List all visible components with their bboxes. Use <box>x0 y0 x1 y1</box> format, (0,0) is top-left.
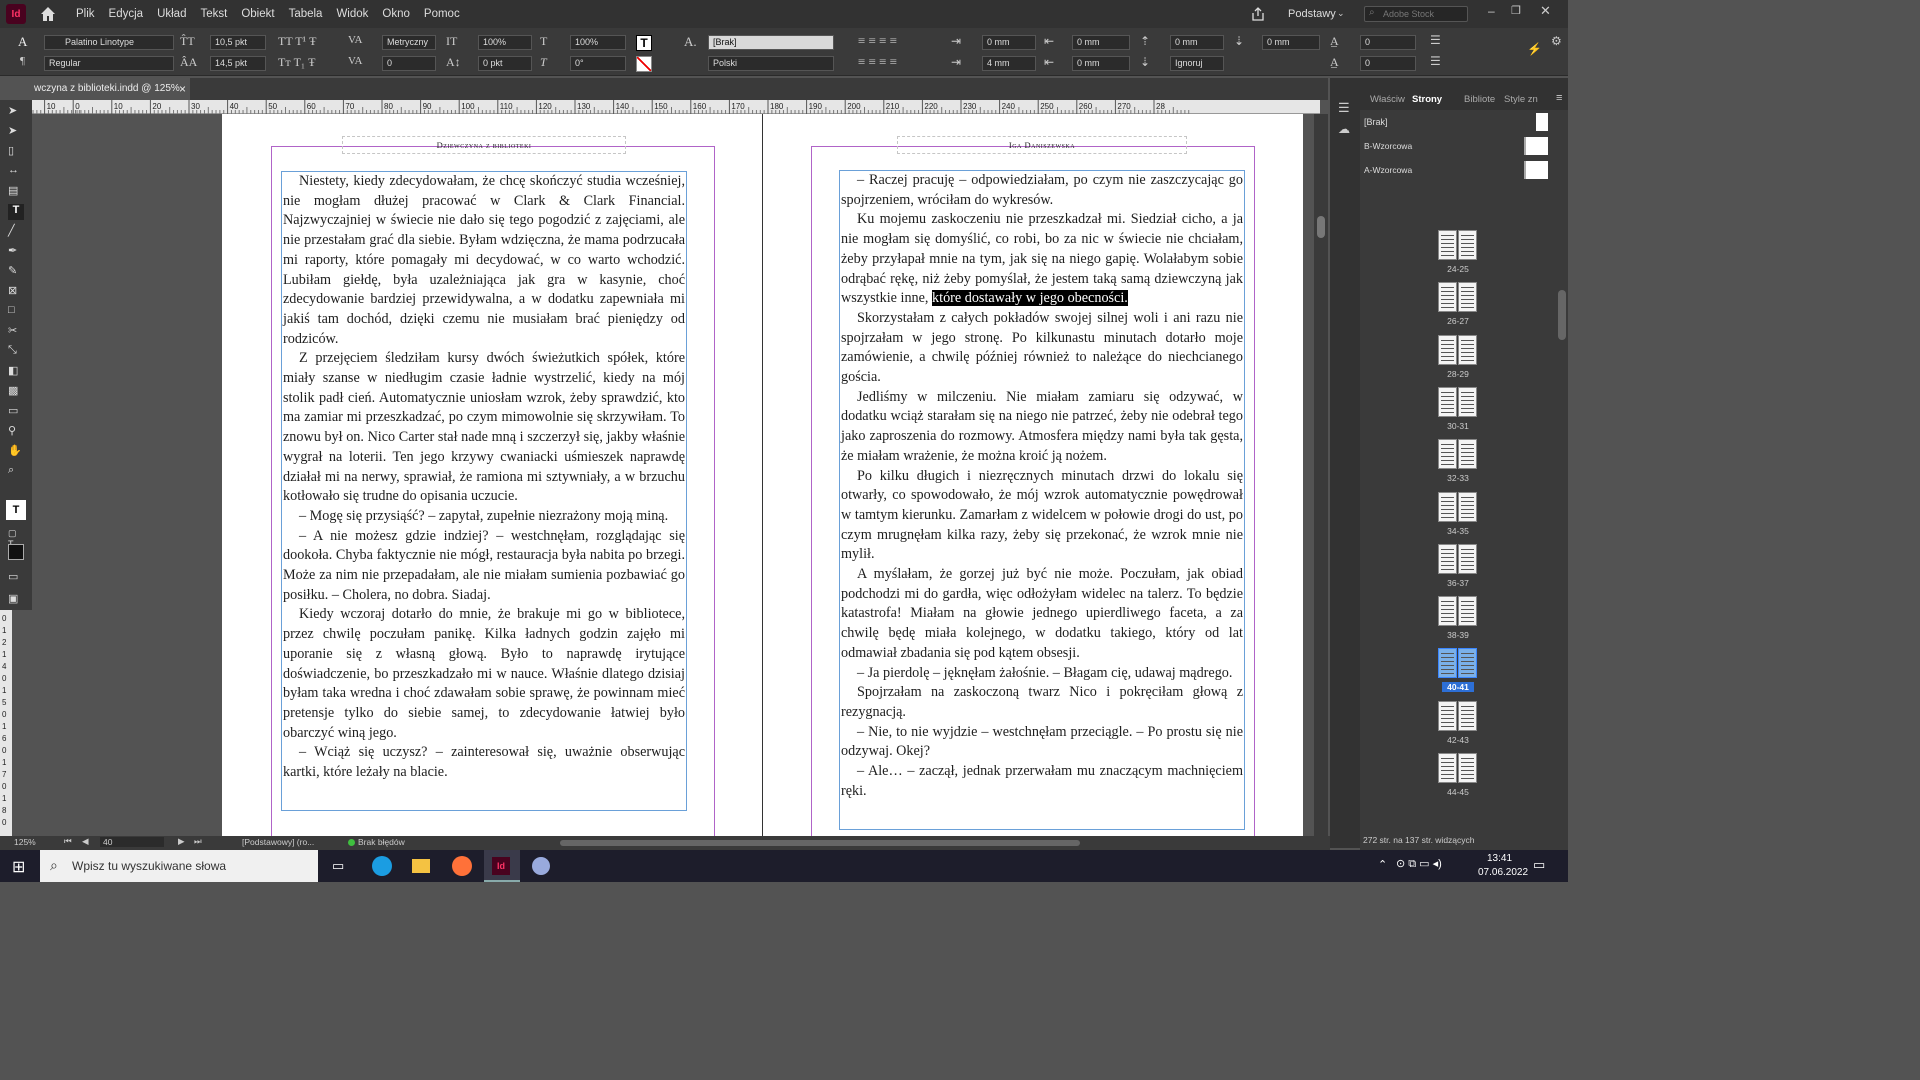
paragraph: – Nie, to nie wyjdzie – westchnęłam przeciągle. – Po prostu się nie odzywaj. Okej? <box>841 723 1243 760</box>
spread-label[interactable]: 36-37 <box>1447 577 1469 588</box>
right-running-header[interactable]: Iga Daniszewska <box>897 136 1187 154</box>
vertical-scrollbar[interactable] <box>1314 114 1328 836</box>
page-thumbnail[interactable] <box>1458 596 1477 626</box>
gradient-tool-icon[interactable]: ◧ <box>8 365 19 377</box>
horizontal-ruler <box>32 100 1320 114</box>
menu-tekst[interactable]: Tekst <box>200 8 228 20</box>
ruler-label: 210 <box>885 102 900 111</box>
page-thumbnail[interactable] <box>1438 753 1457 783</box>
page-number-field[interactable]: 40 <box>100 837 164 847</box>
eyedropper-tool-icon[interactable]: ⚲ <box>8 425 17 437</box>
right-indent-field[interactable]: 0 mm <box>1072 35 1130 50</box>
bullets-icon[interactable]: ☰ <box>1430 33 1441 47</box>
paragraph: – Raczej pracuję – odpowiedziałam, po czym nie zaszczycając go spojrzeniem, wróciłam do wykresów. <box>841 172 1243 208</box>
task-view-icon[interactable]: ▭ <box>332 858 345 873</box>
page-tool-icon[interactable]: ▯ <box>8 145 15 157</box>
left-running-header[interactable]: Dziewczyna z biblioteki <box>342 136 626 154</box>
tab-pages[interactable]: Strony <box>1412 94 1443 105</box>
preflight-status[interactable]: Brak błędów <box>358 837 405 847</box>
space-after-field[interactable]: 0 mm <box>1262 35 1320 50</box>
last-line-indent-icon: ⇤ <box>1044 55 1055 69</box>
note-tool-icon[interactable]: ▭ <box>8 405 19 417</box>
master-a-thumb <box>1524 161 1548 179</box>
free-transform-tool-icon[interactable]: ⤡ <box>8 344 17 356</box>
horizontal-scale-icon: T <box>540 34 548 48</box>
taskbar-search-text: Wpisz tu wyszukiwane słowa <box>72 859 227 873</box>
paragraph: Niestety, kiedy zdecydowałam, że chcę skończyć studia wcześniej, nie mogłam dłużej pracować w Clark & Clark Financial. Najzwyczajniej w świecie nie dało się tego pogodzić z zajęciami, ale nie przestałam grać dla siebie. Byłam wdzięczna, że mama podrzucała mi raporty, które pomagały mi decydować, w co warto wchodzić. Lubiłam giełdę, była uzależniająca jak gra w kasynie, choć zdecydowanie bardziej przewidywalna, a w dodatku zapewniała mi jakiś tam dochód, dzięki czemu nie musiałam brać pieniędzy od rodziców. <box>283 173 685 347</box>
menu-widok[interactable]: Widok <box>336 8 369 20</box>
skew-icon: T <box>540 55 547 69</box>
cc-libraries-icon[interactable]: ☁ <box>1338 122 1350 136</box>
ruler-label: 190 <box>808 102 822 111</box>
paragraph: A myślałam, że gorzej już być nie może. Poczułam, jak obiad podchodzi mi do gardła, więc odłożyłam widelec na talerz. To będzie katastrofa! Miałam na głowie jednego upierdliwego faceta, a za chwilę będę miała kolejnego, w dodatku takiego, który od lat odmawiał zbadania się pod kątem obsesji. <box>841 566 1243 661</box>
gradient-feather-tool-icon[interactable]: ▩ <box>8 385 19 397</box>
page-thumbnail[interactable] <box>1458 753 1477 783</box>
menu-obiekt[interactable]: Obiekt <box>241 8 275 20</box>
ruler-label: 140 <box>615 102 629 111</box>
windows-start-icon[interactable]: ⊞ <box>12 859 26 876</box>
font-size-field[interactable]: 10,5 pkt <box>210 35 266 50</box>
windows-taskbar <box>0 850 1568 882</box>
vruler-label: 4 <box>2 662 7 671</box>
ruler-label: 130 <box>577 102 591 111</box>
page-thumbnail[interactable] <box>1458 492 1477 522</box>
menu-uklad[interactable]: Układ <box>157 8 187 20</box>
ruler-label: 70 <box>345 102 355 111</box>
menu-plik[interactable]: Plik <box>76 8 95 20</box>
space-before-field[interactable]: 0 mm <box>1170 35 1224 50</box>
vruler-label: 2 <box>2 638 7 647</box>
type-tool-icon[interactable]: T <box>8 204 24 220</box>
vruler-label: 5 <box>2 698 7 707</box>
ruler-label: 220 <box>924 102 938 111</box>
spread-label[interactable]: 44-45 <box>1447 787 1469 797</box>
rectangle-tool-icon[interactable]: □ <box>8 304 15 316</box>
font-style-field[interactable]: Regular <box>44 56 174 71</box>
spread-label[interactable]: 24-25 <box>1447 264 1469 274</box>
spread-thumbnail[interactable] <box>1438 387 1478 417</box>
right-text-frame[interactable] <box>839 170 1245 830</box>
chevron-down-icon[interactable]: ⌄ <box>1337 8 1345 18</box>
font-size-icon: T̂T <box>180 34 195 48</box>
scrollbar-thumb[interactable] <box>1317 216 1325 238</box>
vruler-label: 1 <box>2 650 7 659</box>
scissors-tool-icon[interactable]: ✂ <box>8 325 18 337</box>
vertical-scale-icon: IT <box>446 34 458 48</box>
ruler-label: 50 <box>268 102 278 111</box>
spread-thumbnail[interactable] <box>1438 492 1478 522</box>
document-title: wczyna z biblioteki.indd @ 125% <box>34 83 180 94</box>
small-caps-icon[interactable]: Tт T₁ Ŧ <box>278 55 316 69</box>
ruler-label: 110 <box>499 102 513 111</box>
paragraph: Po kilku długich i niezręcznych minutach drzwi do lokalu się otwarły, co spowodowało, że mój wzrok automatycznie powędrował w tamtym kierunku. Zamarłam z widelcem w połowie drogi do ust, po czym mrugnęłam kilka razy, żeby się przekonać, że wzrok mnie nie mylił. <box>841 467 1243 563</box>
taskbar-search-icon: ⌕ <box>50 857 58 873</box>
ruler-label: 270 <box>1117 102 1131 111</box>
last-line-indent-field[interactable]: 0 mm <box>1072 56 1130 71</box>
ruler-label: 90 <box>422 102 432 111</box>
vertical-scale-field[interactable]: 100% <box>478 35 532 50</box>
vruler-label: 0 <box>2 818 7 827</box>
page-thumbnail[interactable] <box>1458 282 1477 312</box>
hand-tool-icon[interactable]: ✋ <box>8 445 22 457</box>
close-icon[interactable]: × <box>178 82 186 96</box>
master-none-thumb <box>1536 113 1548 131</box>
spread-thumbnail[interactable] <box>1438 701 1478 731</box>
ruler-label: 180 <box>770 102 784 111</box>
home-icon[interactable] <box>38 4 58 24</box>
tab-properties[interactable]: Właściw <box>1370 94 1405 105</box>
ruler-label: 28 <box>1156 102 1165 111</box>
last-page-icon[interactable]: ⏭ <box>194 836 202 846</box>
tools-panel <box>0 100 32 610</box>
style-status[interactable]: [Podstawowy] (ro... <box>242 837 315 847</box>
menu-tabela[interactable]: Tabela <box>288 8 323 20</box>
first-page-icon[interactable]: ⏮ <box>64 836 72 846</box>
page-thumbnail[interactable] <box>1458 439 1477 469</box>
align-left-icon[interactable]: ≡ ≡ ≡ ≡ <box>858 33 898 48</box>
selected-text[interactable]: które dostawały w jego obecności. <box>932 290 1128 307</box>
app-icon[interactable] <box>532 857 550 875</box>
page-thumbnail[interactable] <box>1438 648 1457 678</box>
vruler-label: 7 <box>2 770 7 779</box>
spread-thumbnail[interactable] <box>1438 439 1478 469</box>
indesign-logo: Id <box>6 4 26 24</box>
spread-thumbnail[interactable] <box>1438 753 1478 783</box>
clock-date[interactable]: 07.06.2022 <box>1478 867 1529 878</box>
lightning-icon[interactable]: ⚡ <box>1527 42 1542 56</box>
first-line-indent-icon: ⇥ <box>951 55 962 69</box>
paragraph <box>841 210 1243 309</box>
tracking-icon: VA <box>348 55 363 67</box>
ruler-label: 250 <box>1040 102 1054 111</box>
page-thumbnail[interactable] <box>1438 596 1457 626</box>
horizontal-scrollbar-thumb[interactable] <box>560 840 1080 846</box>
vertical-ruler <box>0 610 12 836</box>
pages-scrollbar-thumb[interactable] <box>1558 290 1566 340</box>
master-a[interactable]: A-Wzorcowa <box>1364 165 1413 175</box>
paragraph: – Ale… – zaczął, jednak przerwałam mu znaczącym machnięciem ręki. <box>841 763 1243 799</box>
workspace-switcher[interactable]: Podstawy <box>1288 8 1336 20</box>
menu-pomoc[interactable]: Pomoc <box>423 8 460 20</box>
ruler-label: 20 <box>152 102 162 111</box>
ruler-label: 30 <box>191 102 200 111</box>
taskbar-search-input[interactable] <box>40 850 318 882</box>
paragraph: Spojrzałam na zaskoczoną twarz Nico i pokręciłam głową z rezygnacją. <box>841 684 1243 720</box>
edge-icon[interactable] <box>372 856 392 876</box>
spread-thumbnail[interactable] <box>1438 282 1478 312</box>
document-tab[interactable] <box>32 78 190 100</box>
baseline-shift-field[interactable]: 0 pkt <box>478 56 532 71</box>
master-none[interactable]: [Brak] <box>1364 117 1388 127</box>
content-collector-icon[interactable]: ▤ <box>8 185 19 197</box>
notifications-icon[interactable]: ▭ <box>1533 857 1546 872</box>
page-thumbnail[interactable] <box>1438 701 1457 731</box>
next-page-icon[interactable]: ▶ <box>178 836 185 846</box>
character-style-field[interactable]: [Brak] <box>708 35 834 50</box>
ruler-label: 10 <box>46 102 56 111</box>
left-indent-icon: ⇥ <box>951 34 962 48</box>
preflight-ok-icon <box>348 839 355 846</box>
page-thumbnail[interactable] <box>1438 492 1457 522</box>
restore-button[interactable]: ❐ <box>1511 5 1521 17</box>
zoom-tool-icon[interactable]: ⌕ <box>8 464 15 476</box>
horizontal-scale-field[interactable]: 100% <box>570 35 626 50</box>
line-tool-icon[interactable]: ╱ <box>8 225 15 237</box>
menu-bar <box>0 0 1568 28</box>
drop-cap-chars-icon: A̲ <box>1330 55 1339 69</box>
paragraph: Z przejęciem śledziłam kursy dwóch świeżutkich spółek, które miały szanse w niedługim czasie ładnie wystrzelić, kiedy na mój stolik padł cień. Automatycznie uniosłam wzrok, żeby sprawdzić, kto ma zamiar mi przeszkadzać, po czym mimowolnie się skrzywiłam. To znowu był on. Nico Carter stał nade mną i szczerzył się, jakby właśnie wygrał na loterii. Ten jego krzywy cwaniacki uśmieszek naprawdę działał mi na nerwy, sprawiał, że ramiona mi sztywniały, a w brzuchu kotłowało się trudne do opisania uczucie. <box>283 350 685 505</box>
spread-label[interactable]: 34-35 <box>1447 525 1469 536</box>
panel-strip-icon[interactable]: ☰ <box>1338 100 1350 115</box>
pen-tool-icon[interactable]: ✒ <box>8 245 18 257</box>
leading-field[interactable]: 14,5 pkt <box>210 56 266 71</box>
apply-color-icon[interactable] <box>8 544 24 560</box>
spread-thumbnail[interactable] <box>1438 544 1478 574</box>
drop-cap-lines-icon: A̲ <box>1330 34 1339 48</box>
character-mode-icon[interactable]: A <box>18 34 28 49</box>
panel-menu-icon[interactable]: ≡ <box>1556 92 1563 104</box>
clock-time[interactable]: 13:41 <box>1487 853 1513 864</box>
spread-label[interactable]: 30-31 <box>1447 420 1469 431</box>
ruler-label: 60 <box>306 102 316 111</box>
page-thumbnail[interactable] <box>1458 701 1477 731</box>
right-page[interactable] <box>763 114 1303 836</box>
left-indent-field[interactable]: 0 mm <box>982 35 1036 50</box>
paragraph: – A nie możesz gdzie indziej? – westchnęłam, rozglądając się dookoła. Chyba faktycznie nie mógł, restauracja była nabita po brzegi. Może za nim nie przepadałam, ale nie miałam sumienia pozbawiać go posiłku. – Cholera, no dobra. Siadaj. <box>283 527 685 603</box>
spread-label[interactable]: 40-41 <box>1442 682 1474 692</box>
paragraph: – Ja pierdolę – jęknęłam żałośnie. – Błagam cię, udawaj mądrego. <box>857 664 1233 681</box>
ruler-label: 40 <box>229 102 239 111</box>
ruler-label: 260 <box>1078 102 1093 111</box>
page-thumbnail[interactable] <box>1458 335 1477 365</box>
first-line-indent-field[interactable]: 4 mm <box>982 56 1036 71</box>
vruler-label: 8 <box>2 806 7 815</box>
hyphenation-field[interactable]: Ignoruj <box>1170 56 1224 71</box>
page-thumbnail[interactable] <box>1438 230 1457 260</box>
page-thumbnail[interactable] <box>1438 282 1457 312</box>
menu-edycja[interactable]: Edycja <box>108 8 144 20</box>
ruler-label: 230 <box>963 102 977 111</box>
pasteboard <box>32 114 1320 836</box>
prev-page-icon[interactable]: ◀ <box>82 836 89 846</box>
vruler-label: 0 <box>2 710 7 719</box>
ruler-label: 100 <box>461 102 475 111</box>
hyphenation-icon: ⇣ <box>1140 55 1151 69</box>
master-b[interactable]: B-Wzorcowa <box>1364 141 1413 151</box>
tab-libraries[interactable]: Bibliote <box>1464 94 1496 105</box>
page-thumbnail[interactable] <box>1458 230 1477 260</box>
leading-icon: ÂA <box>180 55 198 69</box>
spread-label[interactable]: 42-43 <box>1447 734 1469 745</box>
tray-icons[interactable]: ⊙ ⧉ ▭ ◂) <box>1396 858 1442 870</box>
vruler-label: 1 <box>2 686 7 695</box>
search-icon: ⌕ <box>1369 7 1375 18</box>
direct-selection-tool-icon[interactable]: ➤ <box>8 125 18 137</box>
text-stroke-swatch[interactable] <box>636 56 652 72</box>
ruler-label: 170 <box>731 102 745 111</box>
zoom-field[interactable]: 125% <box>14 837 36 847</box>
kerning-field[interactable]: Metryczny <box>382 35 436 50</box>
space-after-icon: ⇣ <box>1234 34 1245 48</box>
spread-thumbnail[interactable] <box>1438 596 1478 626</box>
justify-icon[interactable]: ≡ ≡ ≡ ≡ <box>858 54 898 69</box>
share-icon[interactable] <box>1250 6 1266 22</box>
tray-chevron-icon[interactable]: ⌃ <box>1378 859 1388 871</box>
gear-icon[interactable]: ⚙ <box>1551 34 1562 48</box>
gap-tool-icon[interactable]: ↔ <box>8 164 19 176</box>
paragraph: Jedliśmy w milczeniu. Nie miałam zamiaru się odzywać, w dodatku wciąż starałam się na niego nie patrzeć, żeby nie odebrał tego jako zaproszenia do rozmowy. Atmosfera między nami była tak gęsta, że miałam wrażenie, że można kroić ją nożem. <box>841 388 1243 464</box>
status-bar <box>0 836 1330 850</box>
tracking-field[interactable]: 0 <box>382 56 436 71</box>
panel-tabs <box>1360 90 1568 110</box>
paragraph-mode-icon[interactable]: ¶ <box>20 55 25 67</box>
drop-cap-lines-field[interactable]: 0 <box>1360 35 1416 50</box>
ruler-label: 160 <box>692 102 707 111</box>
indesign-taskbar-logo: Id <box>492 857 510 875</box>
paragraph: Kiedy wczoraj dotarło do mnie, że brakuje mi go w bibliotece, przez chwilę poczułam panikę. Kilka ładnych godzin zajęło mi uporanie się z własną głową. Było to naprawdę irytujące doświadczenie, bo przeszkadzało mi w nauce. Właśnie dlatego dzisiaj byłam taka wredna i choć zdawałam sobie sprawę, że powinnam mieć pretensje tylko do siebie samej, to zdecydowanie łatwiej było obarczyć winą jego. <box>283 606 685 741</box>
kerning-icon: VA <box>348 34 363 46</box>
vruler-label: 0 <box>2 614 7 623</box>
vruler-label: 1 <box>2 794 7 803</box>
screen-mode-icon[interactable]: ▭ <box>8 571 19 583</box>
fill-stroke-icon[interactable]: T <box>6 500 26 520</box>
space-before-icon: ⇡ <box>1140 34 1151 48</box>
text-fill-swatch[interactable]: T <box>636 35 652 51</box>
spread-thumbnail[interactable] <box>1438 230 1478 260</box>
vruler-label: 0 <box>2 746 7 755</box>
ruler-label: 150 <box>654 102 668 111</box>
ruler-label: 240 <box>1001 102 1015 111</box>
language-field[interactable]: Polski <box>708 56 834 71</box>
baseline-shift-icon: A↕ <box>446 55 461 69</box>
vruler-label: 6 <box>2 734 7 743</box>
firefox-icon[interactable] <box>452 856 472 876</box>
paragraph: – Wciąż się uczysz? – zainteresował się, uważnie obserwując kartki, które leżały na blacie. <box>283 744 685 781</box>
spread-label[interactable]: 38-39 <box>1447 630 1469 641</box>
page-thumbnail[interactable] <box>1458 544 1477 574</box>
character-style-icon: A. <box>684 34 697 49</box>
rectangle-frame-tool-icon[interactable]: ⊠ <box>8 285 18 297</box>
menu-okno[interactable]: Okno <box>382 8 410 20</box>
ruler-label: 120 <box>538 102 552 111</box>
page-thumbnail[interactable] <box>1458 387 1477 417</box>
vruler-label: 1 <box>2 758 7 767</box>
page-thumbnail[interactable] <box>1438 439 1457 469</box>
right-indent-icon: ⇤ <box>1044 34 1055 48</box>
spread-thumbnail[interactable] <box>1438 335 1478 365</box>
vruler-label: 0 <box>2 782 7 791</box>
ruler-label: 0 <box>75 102 80 111</box>
left-page[interactable] <box>222 114 762 836</box>
file-explorer-icon[interactable] <box>412 859 430 873</box>
ruler-label: 80 <box>384 102 393 111</box>
close-window-button[interactable]: ✕ <box>1540 3 1551 18</box>
spread-label[interactable]: 32-33 <box>1447 473 1469 484</box>
control-panel <box>0 28 1568 76</box>
minimize-button[interactable]: – <box>1488 4 1495 18</box>
document-tab-bar <box>32 78 1328 100</box>
skew-field[interactable]: 0° <box>570 56 626 71</box>
preview-mode-icon[interactable]: ▣ <box>8 593 19 605</box>
ruler-label: 200 <box>847 102 861 111</box>
pages-panel <box>1360 90 1568 850</box>
paragraph: Skorzystałam z całych pokładów swojej silnej woli i ani razu nie spojrzałam w jego stronę. Po kilkunastu minutach dotarło moje zamówienie, a chwilę później również to należące do niechcianego gościa. <box>841 309 1243 386</box>
spread-thumbnail[interactable] <box>1438 648 1478 678</box>
left-text-frame[interactable] <box>281 171 687 811</box>
stock-search-input[interactable]: Adobe Stock <box>1364 6 1468 22</box>
tab-character-styles[interactable]: Style zn <box>1504 94 1538 105</box>
page-thumbnail[interactable] <box>1438 544 1457 574</box>
vruler-label: 1 <box>2 626 7 635</box>
pencil-tool-icon[interactable]: ✎ <box>8 265 18 277</box>
page-thumbnail[interactable] <box>1438 387 1457 417</box>
all-caps-icon[interactable]: TT T¹ Ŧ <box>278 34 317 48</box>
numbering-icon[interactable]: ☰ <box>1430 54 1441 68</box>
paragraph-text: Ku mojemu zaskoczeniu nie przeszkadzał mi. Siedział cicho, a ja nie mogłam się domyślić, co robi, bo za nic w świecie nie chciałam, żeby przyłapał mnie na tym, jak się na niego gapię. Wolałabym sobie odrąbać rękę, niż żeby pomyślał, że jestem taką samą dziewczyną jak wszystkie inne, <box>841 211 1243 307</box>
vruler-label: 1 <box>2 722 7 731</box>
ruler-label: 10 <box>113 102 123 111</box>
spread-label[interactable]: 26-27 <box>1447 316 1469 327</box>
page-thumbnail[interactable] <box>1458 648 1477 678</box>
ruler-ticks <box>32 100 1320 114</box>
format-container-icon[interactable]: ▢ <box>8 528 17 538</box>
pages-count: 272 str. na 137 str. widzących <box>1363 835 1475 845</box>
drop-cap-chars-field[interactable]: 0 <box>1360 56 1416 71</box>
master-b-thumb <box>1524 137 1548 155</box>
selection-tool-icon[interactable]: ➤ <box>8 105 18 117</box>
spread-label[interactable]: 28-29 <box>1447 368 1469 379</box>
page-thumbnail[interactable] <box>1438 335 1457 365</box>
paragraph: – Mogę się przysiąść? – zapytał, zupełnie niezrażony moją miną. <box>299 507 669 524</box>
font-family-field[interactable]: Palatino Linotype <box>44 35 174 50</box>
vruler-label: 0 <box>2 674 7 683</box>
